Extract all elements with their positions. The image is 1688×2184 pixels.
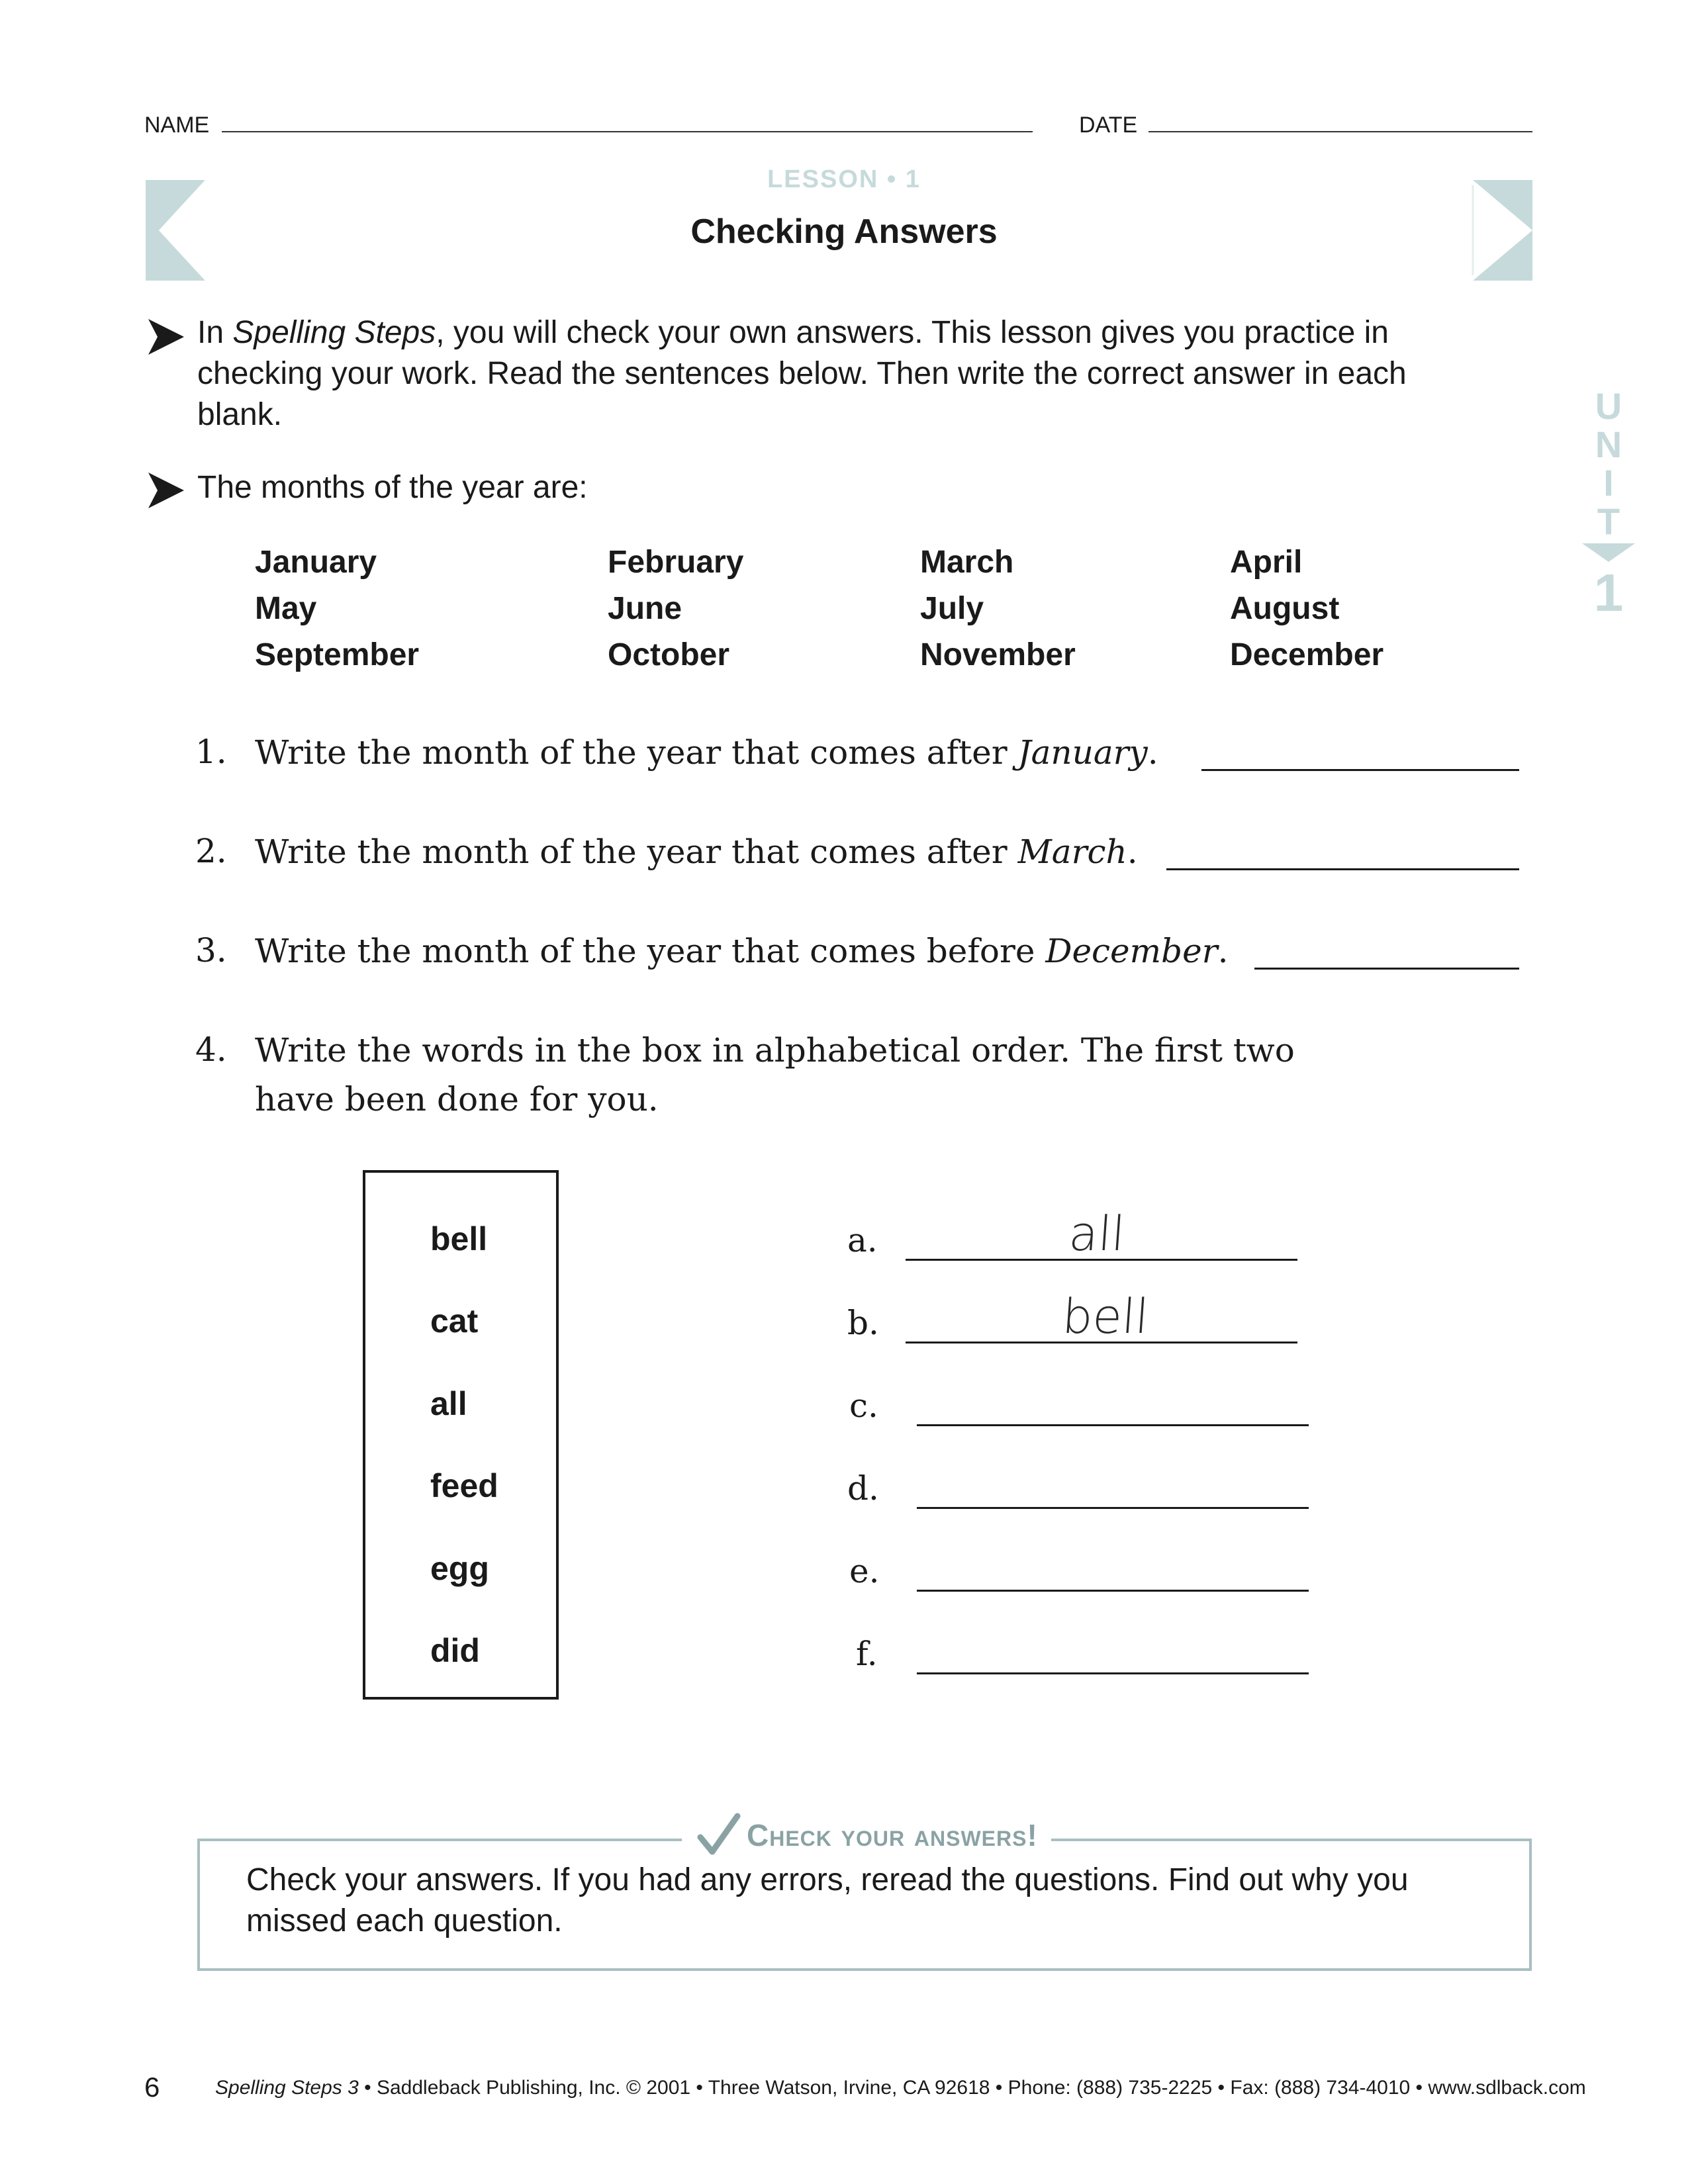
check-text: Check your answers. If you had any errors, reread the questions. Find out why you missed each question. bbox=[246, 1862, 1409, 1938]
arrow-bullet-icon bbox=[146, 316, 187, 357]
word-box-item: cat bbox=[430, 1302, 479, 1340]
months-intro: The months of the year are: bbox=[197, 470, 588, 505]
unit-letter: U bbox=[1595, 385, 1622, 427]
check-heading-wrap bbox=[682, 1812, 1051, 1858]
triangle-down-icon bbox=[1582, 541, 1635, 563]
answer-letter: c. bbox=[849, 1387, 878, 1425]
footer-credits: Spelling Steps 3 • Saddleback Publishing, Inc. © 2001 • Three Watson, Irvine, CA 92618 • Phone: (888) 735-2225 • Fax: (888) 734-4010 • www.sdlback.com bbox=[215, 2077, 1586, 2099]
question-number: 1. bbox=[195, 733, 227, 771]
month-label: January bbox=[255, 545, 377, 580]
check-heading: Check your answers! bbox=[747, 1818, 1038, 1852]
answer-blank-1[interactable] bbox=[1201, 769, 1519, 771]
lesson-tag: LESSON • 1 bbox=[0, 165, 1688, 194]
word-box-item: feed bbox=[430, 1467, 498, 1504]
handwritten-answer: bell bbox=[1060, 1289, 1150, 1344]
answer-line-e[interactable] bbox=[917, 1590, 1309, 1592]
question-text: Write the month of the year that comes after January. bbox=[255, 733, 1158, 772]
month-label: October bbox=[608, 637, 730, 672]
answer-letter: f. bbox=[856, 1635, 878, 1673]
month-label: December bbox=[1230, 637, 1384, 672]
month-label: August bbox=[1230, 591, 1340, 626]
month-label: May bbox=[255, 591, 317, 626]
date-label: DATE bbox=[1079, 113, 1138, 138]
question-number: 3. bbox=[195, 931, 227, 970]
page-number: 6 bbox=[144, 2071, 160, 2103]
month-label: February bbox=[608, 545, 744, 580]
answer-letter: e. bbox=[849, 1552, 880, 1590]
question-number: 2. bbox=[195, 832, 227, 870]
word-box-item: egg bbox=[430, 1550, 489, 1587]
unit-letter: N bbox=[1595, 424, 1622, 465]
month-label: April bbox=[1230, 545, 1303, 580]
answer-line-f[interactable] bbox=[917, 1672, 1309, 1674]
answer-line-c[interactable] bbox=[917, 1424, 1309, 1426]
month-label: July bbox=[920, 591, 984, 626]
checkmark-icon bbox=[695, 1812, 741, 1858]
name-field[interactable] bbox=[222, 131, 1033, 132]
answer-letter: a. bbox=[847, 1221, 878, 1259]
unit-tab bbox=[1582, 385, 1635, 622]
question-text: Write the words in the box in alphabetical order. The first two have been done for you. bbox=[255, 1031, 1295, 1118]
month-label: September bbox=[255, 637, 420, 672]
answer-letter: b. bbox=[847, 1304, 879, 1342]
answer-blank-3[interactable] bbox=[1254, 968, 1519, 970]
date-field[interactable] bbox=[1149, 131, 1532, 132]
answer-line-d[interactable] bbox=[917, 1507, 1309, 1509]
word-box-item: all bbox=[430, 1385, 467, 1422]
intro-paragraph: In Spelling Steps, you will check your own answers. This lesson gives you practice in checking your work. Read the sentences below. Then write the correct answer in each blank. bbox=[197, 315, 1407, 432]
unit-number: 1 bbox=[1593, 563, 1624, 622]
answer-blank-2[interactable] bbox=[1166, 868, 1519, 870]
arrow-bullet-icon bbox=[146, 470, 187, 511]
question-text: Write the month of the year that comes after March. bbox=[255, 833, 1138, 871]
name-label: NAME bbox=[144, 113, 210, 138]
word-box-item: bell bbox=[430, 1220, 488, 1257]
question-number: 4. bbox=[195, 1030, 227, 1069]
unit-letter: I bbox=[1603, 462, 1614, 504]
question-text: Write the month of the year that comes before December. bbox=[255, 932, 1229, 970]
word-box-item: did bbox=[430, 1632, 480, 1669]
page-title: Checking Answers bbox=[690, 212, 998, 251]
month-label: November bbox=[920, 637, 1076, 672]
month-label: June bbox=[608, 591, 682, 626]
unit-letter: T bbox=[1597, 500, 1620, 542]
answer-letter: d. bbox=[847, 1469, 879, 1508]
handwritten-answer: all bbox=[1067, 1206, 1127, 1261]
month-label: March bbox=[920, 545, 1014, 580]
